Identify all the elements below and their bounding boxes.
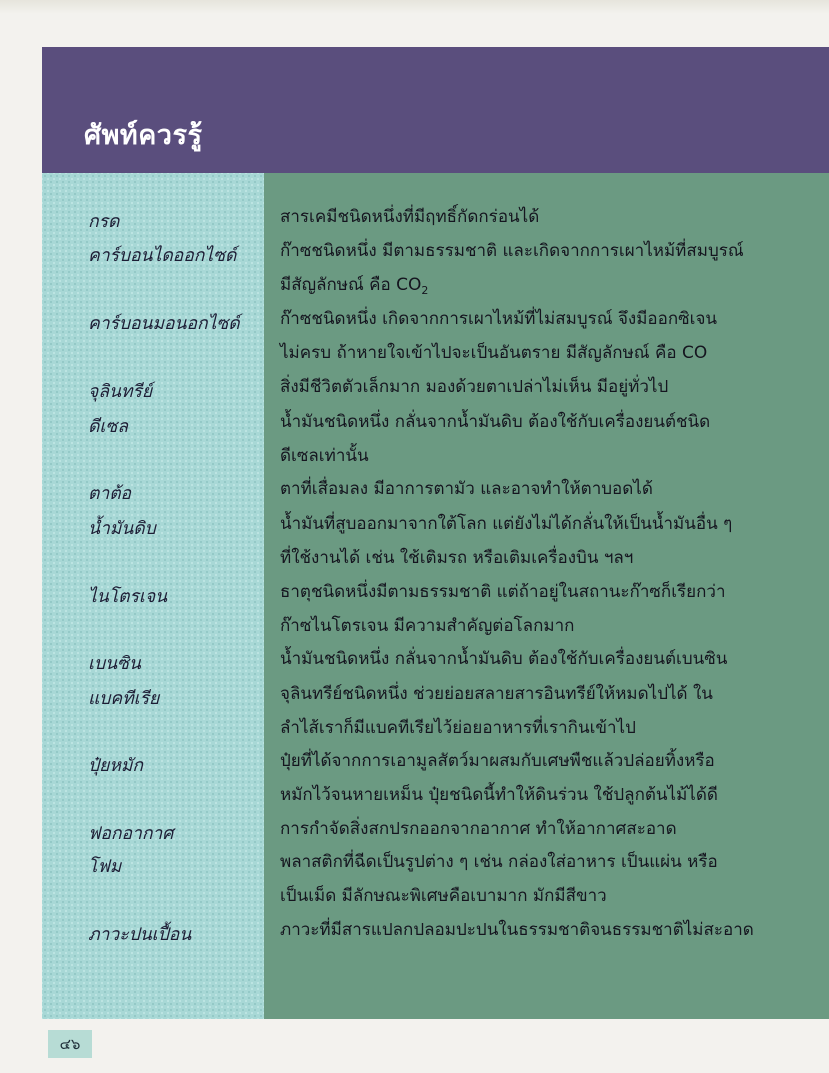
- glossary-panel: [42, 47, 829, 1019]
- glossary-definition-line: [280, 235, 785, 268]
- definition-text: น้ำมันชนิดหนึ่ง กลั่นจากน้ำมันดิบ ต้องใช้กับเครื่องยนต์ชนิด: [280, 412, 711, 432]
- glossary-definition-line: [280, 745, 785, 778]
- glossary-definition-line: [280, 269, 785, 307]
- glossary-term: ปุ๋ยหมัก: [88, 756, 144, 776]
- glossary-definition-line: [280, 406, 785, 439]
- glossary-term: ภาวะปนเปื้อน: [88, 925, 192, 945]
- definition-text: ภาวะที่มีสารแปลกปลอมปะปนในธรรมชาติจนธรรมชาติไม่สะอาด: [280, 920, 754, 940]
- glossary-definition-line: [280, 643, 785, 676]
- definition-text: น้ำมันที่สูบออกมาจากใต้โลก แต่ยังไม่ได้กลั่นให้เป็นน้ำมันอื่น ๆ: [280, 514, 733, 534]
- definition-text: สารเคมีชนิดหนึ่งที่มีฤทธิ์กัดกร่อนได้: [280, 207, 540, 227]
- glossary-definition-line: [280, 440, 785, 473]
- glossary-definition-line: [280, 371, 785, 404]
- glossary-definition-line: [280, 473, 785, 506]
- glossary-definition-line: [280, 303, 785, 336]
- glossary-definition-line: [280, 542, 785, 575]
- definition-text: ก๊าซชนิดหนึ่ง มีตามธรรมชาติ และเกิดจากการเผาไหม้ที่สมบูรณ์: [280, 241, 744, 261]
- glossary-definition-line: [280, 779, 785, 812]
- glossary-term: จุลินทรีย์: [88, 382, 153, 402]
- glossary-term: น้ำมันดิบ: [88, 519, 156, 539]
- chemical-subscript: 2: [421, 283, 429, 297]
- page-top-edge: [0, 0, 829, 14]
- glossary-term: ดีเซล: [88, 417, 128, 437]
- glossary-definition-line: [280, 201, 785, 234]
- definition-text: ไม่ครบ ถ้าหายใจเข้าไปจะเป็นอันตราย มีสัญลักษณ์ คือ CO: [280, 342, 708, 363]
- glossary-definition-line: [280, 846, 785, 879]
- definition-text: การกำจัดสิ่งสกปรกออกจากอากาศ ทำให้อากาศสะอาด: [280, 819, 677, 839]
- definition-text: พลาสติกที่ฉีดเป็นรูปต่าง ๆ เช่น กล่องใส่อาหาร เป็นแผ่น หรือ: [280, 852, 718, 872]
- definition-text: จุลินทรีย์ชนิดหนึ่ง ช่วยย่อยสลายสารอินทรีย์ให้หมดไปได้ ใน: [280, 684, 713, 704]
- glossary-definition-line: [280, 508, 785, 541]
- glossary-definition-line: [280, 576, 785, 609]
- glossary-definition-line: [280, 880, 785, 913]
- definition-text: ที่ใช้งานได้ เช่น ใช้เติมรถ หรือเติมเครื่องบิน ฯลฯ: [280, 547, 634, 568]
- glossary-definition-line: [280, 914, 785, 947]
- glossary-term: ฟอกอากาศ: [88, 824, 174, 844]
- glossary-term: แบคทีเรีย: [88, 689, 160, 709]
- definition-text: ก๊าซชนิดหนึ่ง เกิดจากการเผาไหม้ที่ไม่สมบูรณ์ จึงมีออกซิเจน: [280, 309, 718, 329]
- definition-text: เป็นเม็ด มีลักษณะพิเศษคือเบามาก มักมีสีขาว: [280, 885, 607, 906]
- definition-text: ตาที่เสื่อมลง มีอาการตามัว และอาจทำให้ตาบอดได้: [280, 479, 653, 499]
- glossary-term: กรด: [88, 212, 120, 232]
- definition-text: ปุ๋ยที่ได้จากการเอามูลสัตว์มาผสมกับเศษพืชแล้วปล่อยทิ้งหรือ: [280, 751, 715, 771]
- glossary-definition-line: [280, 610, 785, 643]
- definition-text: ธาตุชนิดหนึ่งมีตามธรรมชาติ แต่ถ้าอยู่ในสถานะก๊าซก็เรียกว่า: [280, 582, 726, 602]
- glossary-list: [42, 173, 829, 1019]
- glossary-term: เบนซิน: [88, 654, 141, 674]
- glossary-term: ไนโตรเจน: [88, 587, 168, 607]
- glossary-definition-line: [280, 813, 785, 846]
- glossary-term: โฟม: [88, 857, 122, 877]
- title-banner: [42, 47, 829, 173]
- glossary-definition-line: [280, 712, 785, 745]
- definition-text: สิ่งมีชีวิตตัวเล็กมาก มองด้วยตาเปล่าไม่เห็น มีอยู่ทั่วไป: [280, 377, 669, 397]
- page-number: ๔๖: [48, 1030, 92, 1058]
- definition-text: ลำไส้เราก็มีแบคทีเรียไว้ย่อยอาหารที่เรากินเข้าไป: [280, 717, 636, 738]
- definition-text: หมักไว้จนหายเหม็น ปุ๋ยชนิดนี้ทำให้ดินร่วน ใช้ปลูกต้นไม้ได้ดี: [280, 784, 718, 805]
- definition-text: ดีเซลเท่านั้น: [280, 445, 369, 466]
- glossary-definition-line: [280, 337, 785, 370]
- definition-text: มีสัญลักษณ์ คือ CO: [280, 274, 422, 295]
- glossary-term: คาร์บอนมอนอกไซด์: [88, 314, 240, 334]
- glossary-definition-line: [280, 678, 785, 711]
- definition-text: น้ำมันชนิดหนึ่ง กลั่นจากน้ำมันดิบ ต้องใช้กับเครื่องยนต์เบนซิน: [280, 649, 728, 669]
- glossary-term: คาร์บอนไดออกไซด์: [88, 246, 237, 266]
- page-title: ศัพท์ควรรู้: [84, 120, 203, 151]
- glossary-term: ตาต้อ: [88, 484, 132, 504]
- definition-text: ก๊าซไนโตรเจน มีความสำคัญต่อโลกมาก: [280, 615, 575, 636]
